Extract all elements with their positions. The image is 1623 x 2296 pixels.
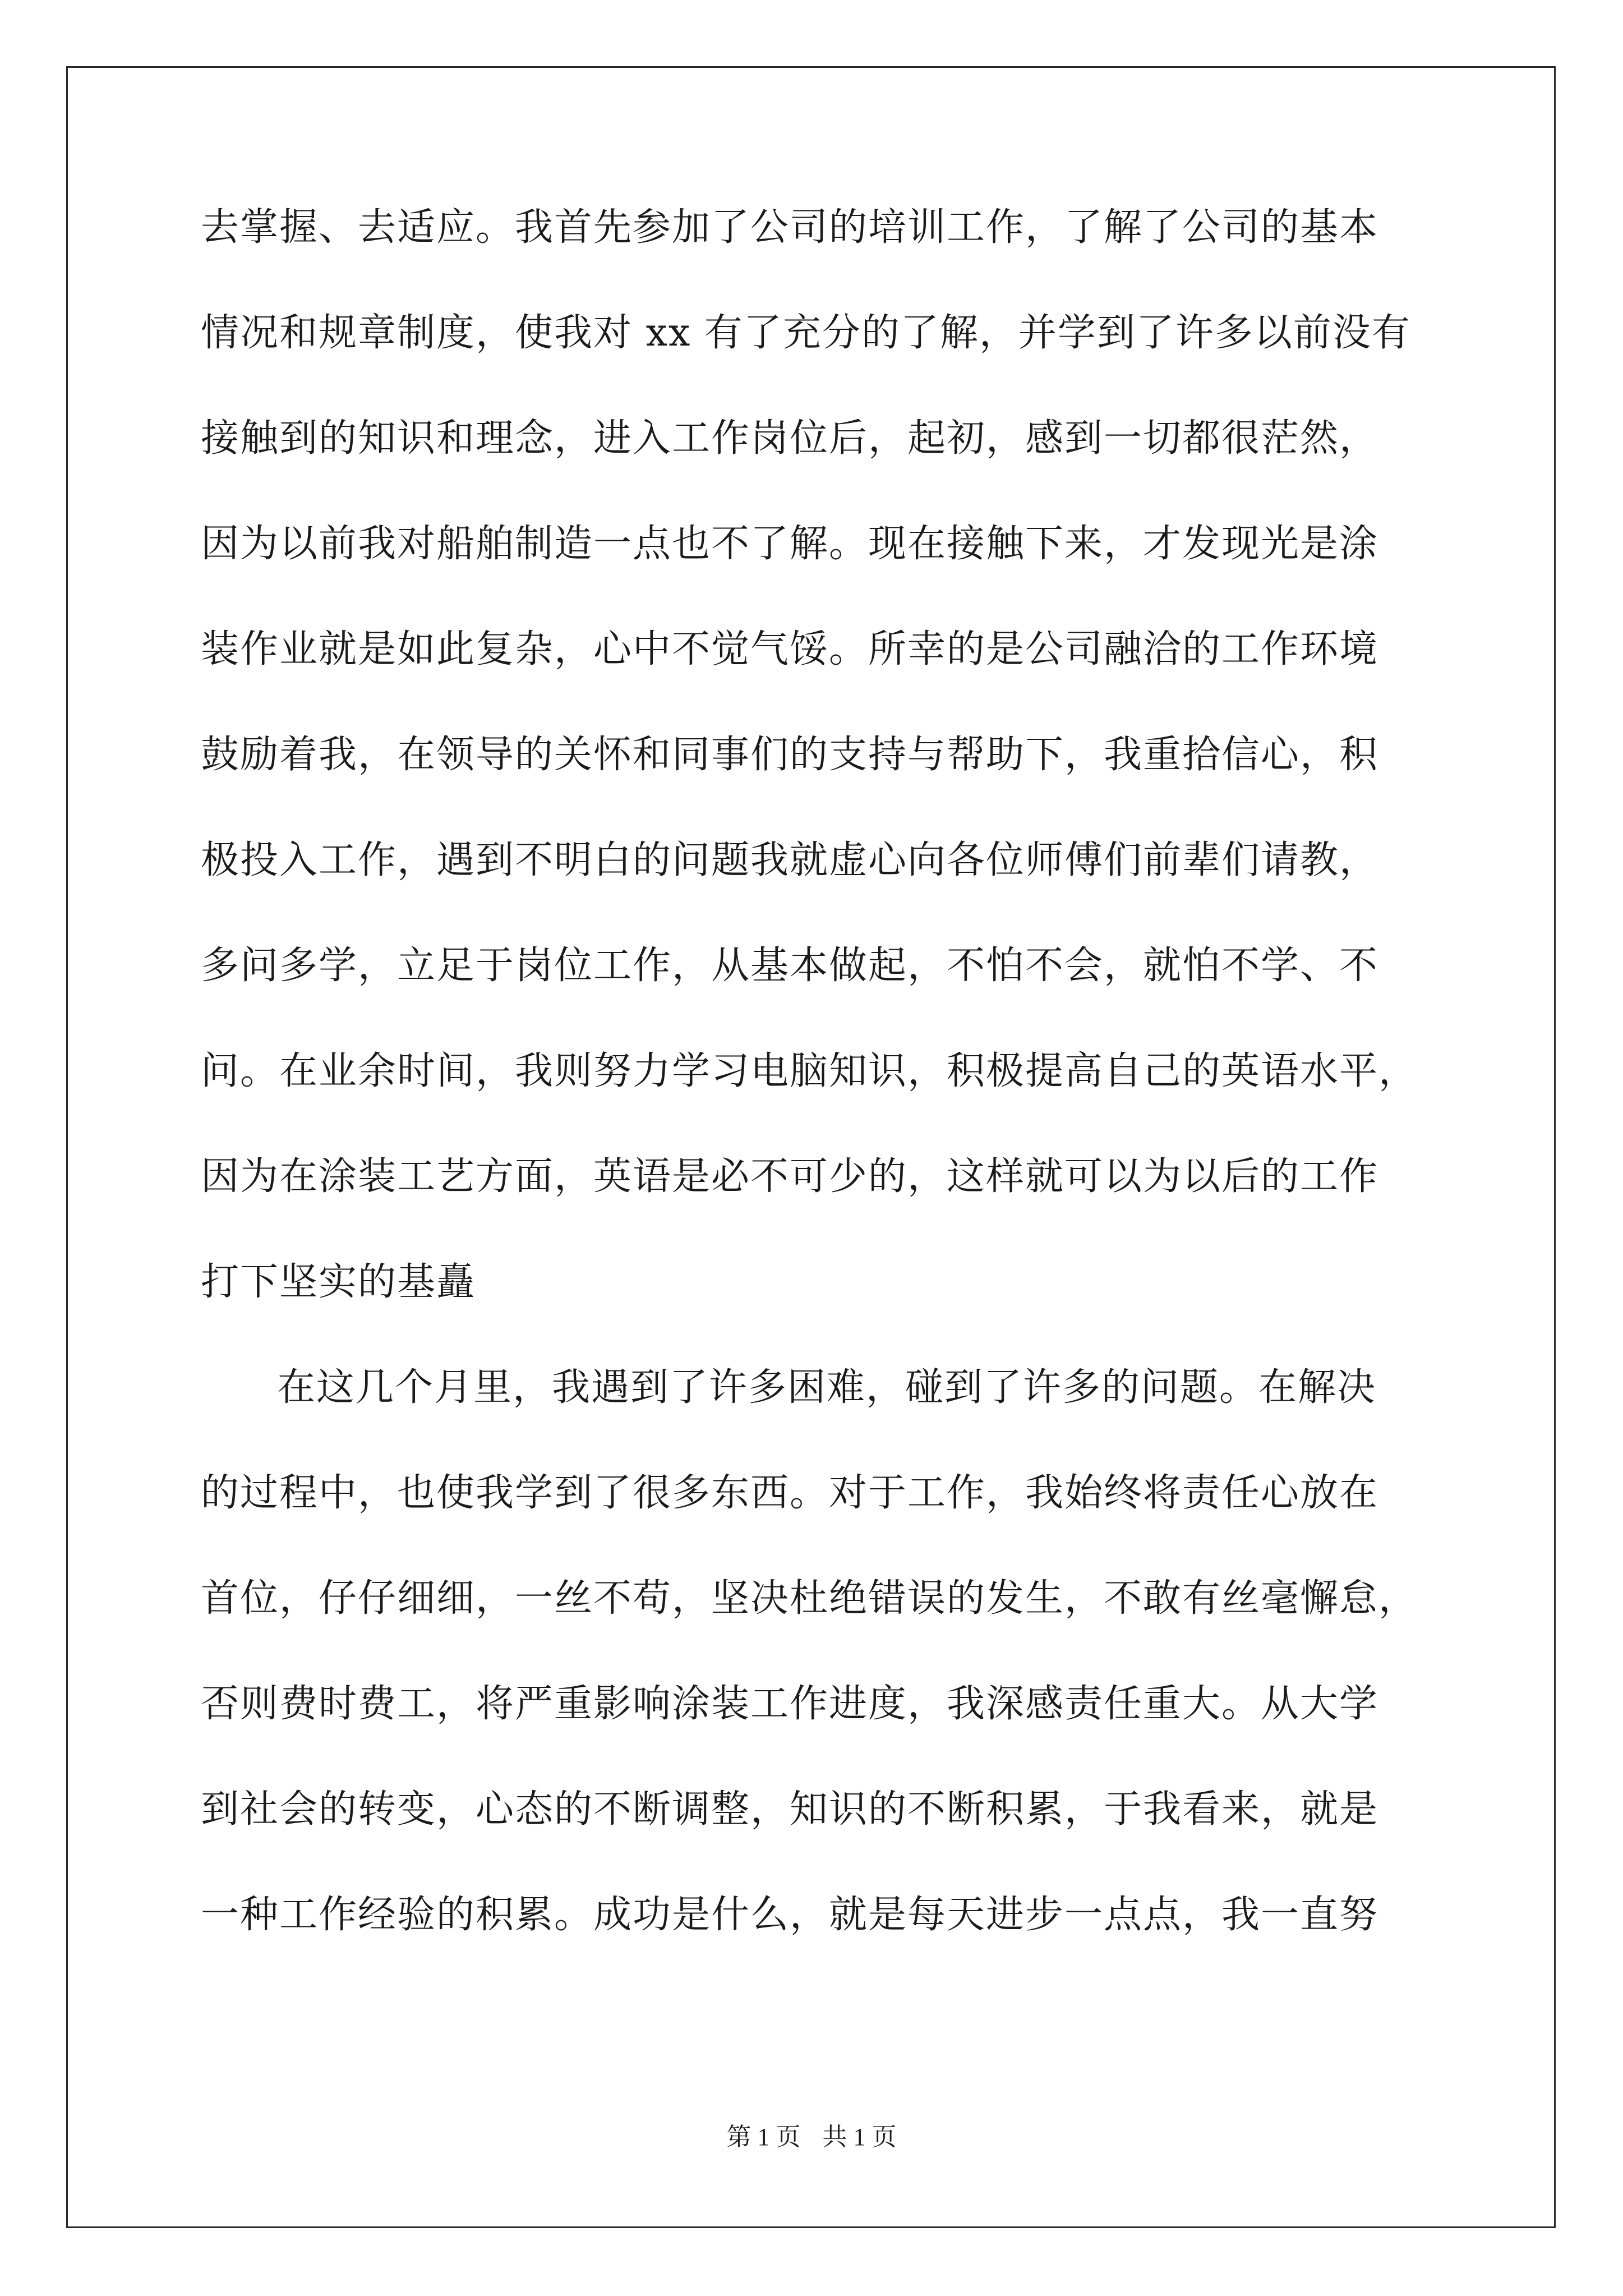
text-line: 去掌握、去适应。我首先参加了公司的培训工作，了解了公司的基本 [201, 205, 1379, 250]
text-line: 一种工作经验的积累。成功是什么，就是每天进步一点点，我一直努 [201, 1893, 1379, 1937]
text-line: 否则费时费工，将严重影响涂装工作进度，我深感责任重大。从大学 [201, 1682, 1379, 1726]
text-line: 因为在涂装工艺方面，英语是必不可少的，这样就可以为以后的工作 [201, 1154, 1379, 1199]
text-line: 多问多学，立足于岗位工作，从基本做起，不怕不会，就怕不学、不 [201, 944, 1379, 988]
text-line: 打下坚实的基矗 [201, 1260, 476, 1304]
text-line: 问。在业余时间，我则努力学习电脑知识，积极提高自己的英语水平， [201, 1049, 1418, 1093]
page-total: 共 1 页 [822, 2123, 897, 2151]
text-line: 接触到的知识和理念，进入工作岗位后，起初，感到一切都很茫然， [201, 416, 1379, 461]
text-line: 首位，仔仔细细，一丝不苟，坚决杜绝错误的发生，不敢有丝毫懈怠， [201, 1576, 1418, 1621]
page-number: 第 1 页 [726, 2123, 801, 2151]
text-line: 因为以前我对船舶制造一点也不了解。现在接触下来，才发现光是涂 [201, 522, 1379, 566]
text-line: 鼓励着我，在领导的关怀和同事们的支持与帮助下，我重拾信心，积 [201, 733, 1379, 777]
paragraph-start-line: 在这几个月里，我遇到了许多困难，碰到了许多的问题。在解决 [277, 1365, 1377, 1410]
text-line: 装作业就是如此复杂，心中不觉气馁。所幸的是公司融洽的工作环境 [201, 627, 1379, 671]
text-line: 的过程中，也使我学到了很多东西。对于工作，我始终将责任心放在 [201, 1471, 1379, 1515]
text-line: 极投入工作，遇到不明白的问题我就虚心向各位师傅们前辈们请教， [201, 838, 1379, 882]
document-body [201, 205, 1423, 2001]
text-line: 到社会的转变，心态的不断调整，知识的不断积累，于我看来，就是 [201, 1787, 1379, 1832]
page-footer [0, 2125, 1623, 2150]
text-line: 情况和规章制度，使我对 xx 有了充分的了解，并学到了许多以前没有 [201, 311, 1411, 355]
